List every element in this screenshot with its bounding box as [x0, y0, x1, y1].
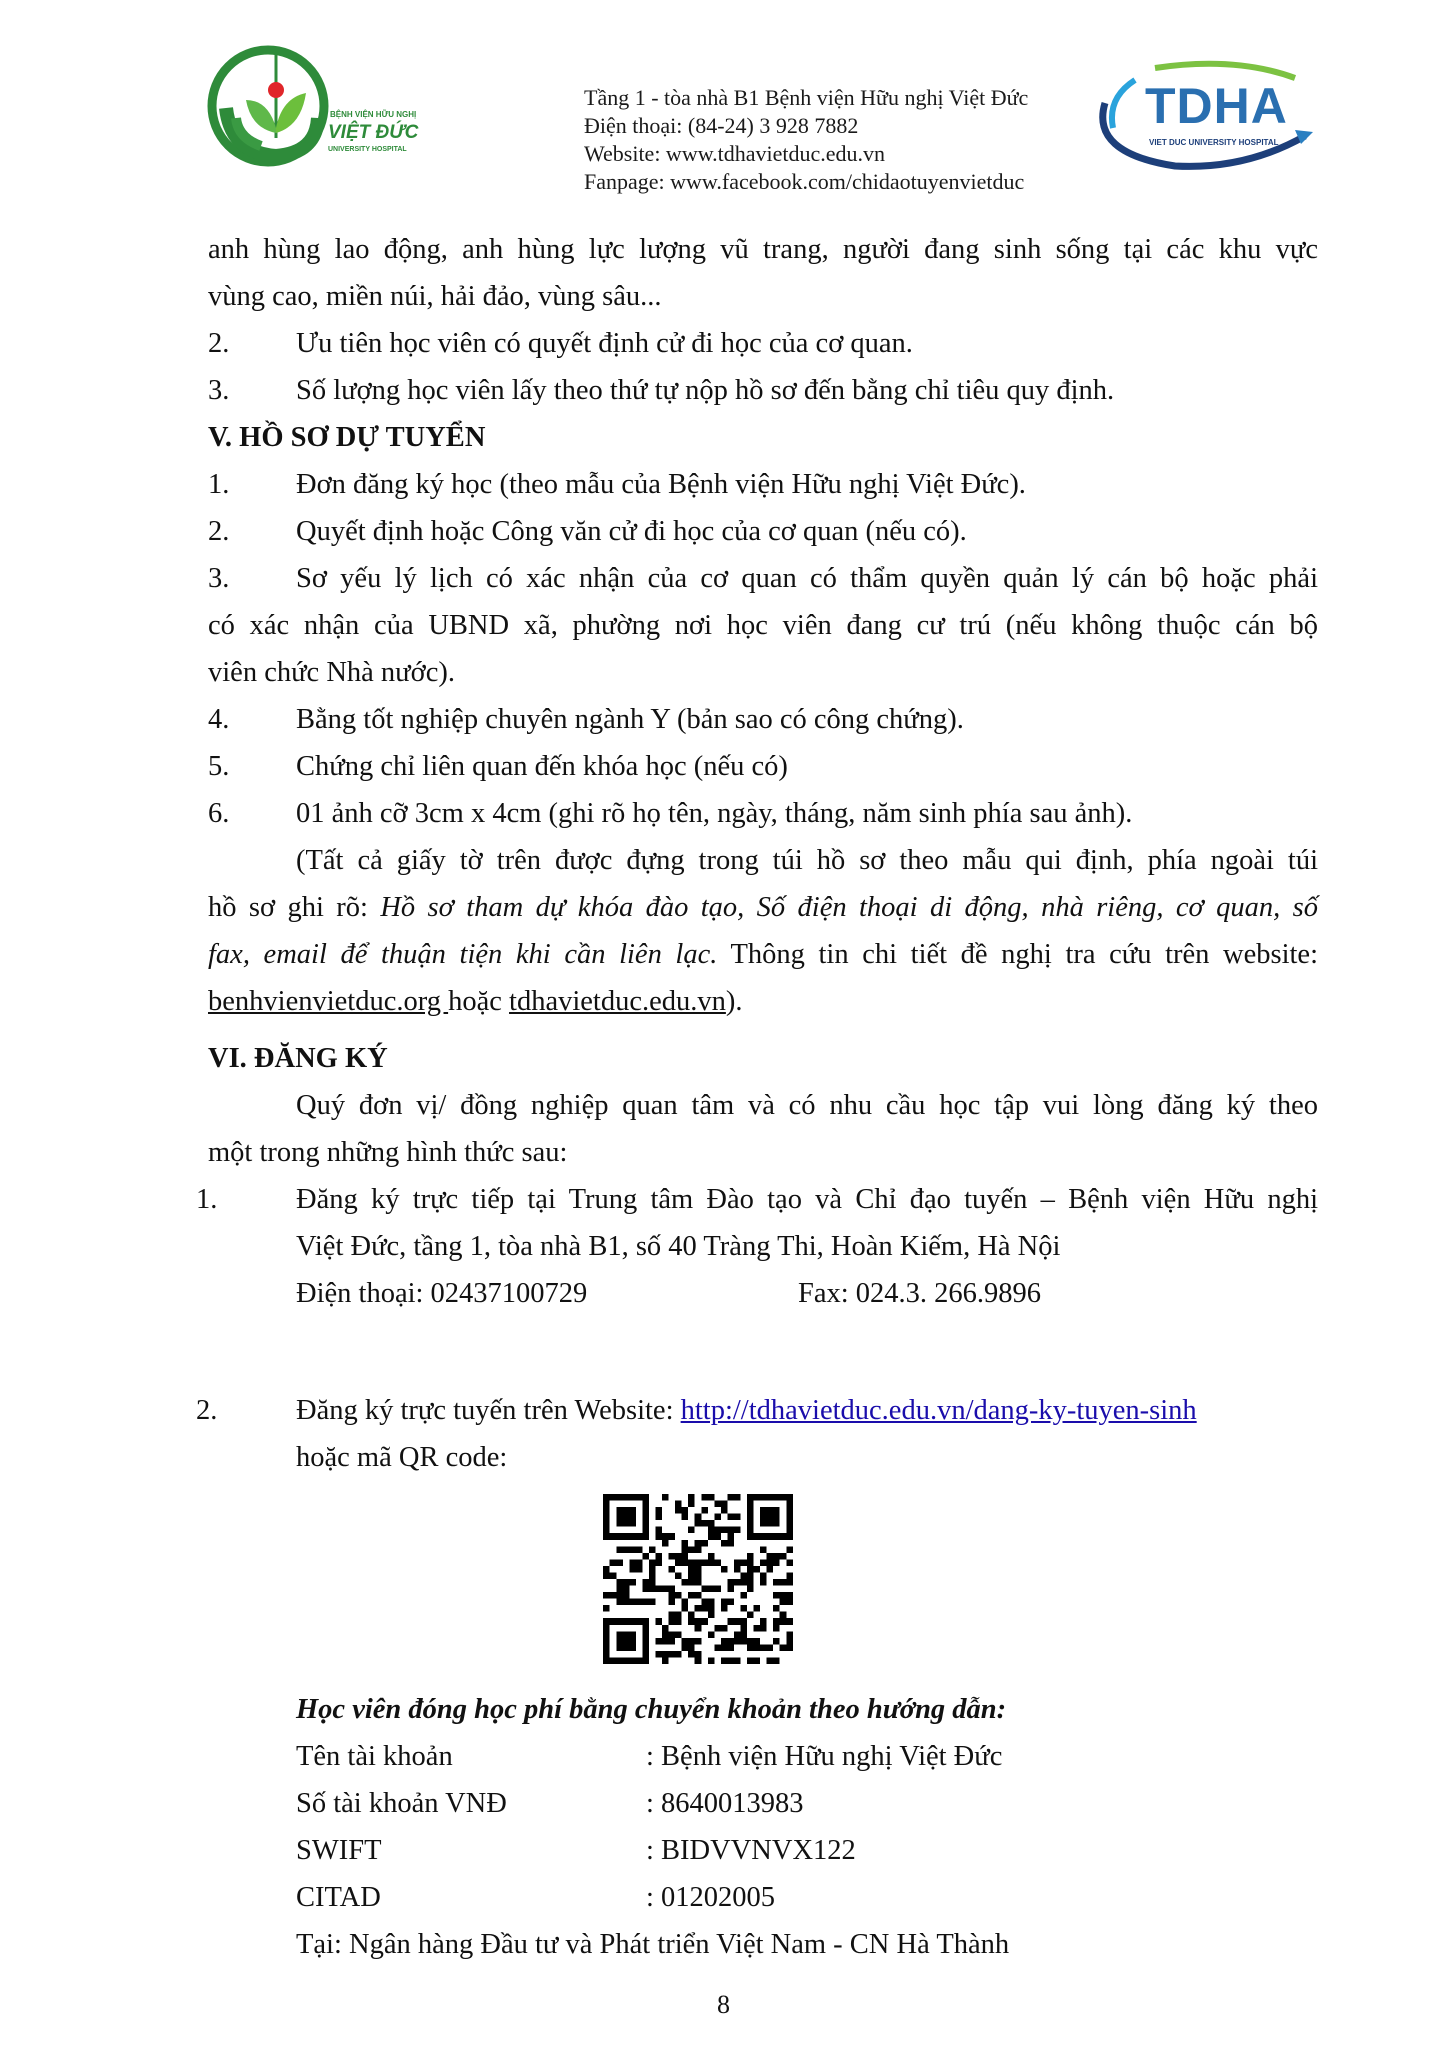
option-1-line-2: Việt Đức, tầng 1, tòa nhà B1, số 40 Tràng Thi, Hoàn Kiếm, Hà Nội	[296, 1231, 1061, 1262]
payment-label: Số tài khoản VNĐ	[296, 1788, 507, 1819]
register-url-link[interactable]: http://tdhavietduc.edu.vn/dang-ky-tuyen-sinh	[680, 1395, 1197, 1426]
doc-item-num: 5.	[208, 751, 230, 782]
payment-value: : Bệnh viện Hữu nghị Việt Đức	[646, 1741, 1003, 1772]
tdha-subtitle: VIET DUC UNIVERSITY HOSPITAL	[1149, 138, 1279, 147]
doc-item: Quyết định hoặc Công văn cử đi học của cơ quan (nếu có).	[296, 516, 967, 547]
logo-line1: BỆNH VIỆN HỮU NGHỊ	[330, 110, 417, 119]
header-phone: Điện thoại: (84-24) 3 928 7882	[584, 113, 859, 138]
option-2-num: 2.	[196, 1395, 218, 1426]
intro-line-2: vùng cao, miền núi, hải đảo, vùng sâu...	[208, 281, 662, 312]
payment-bank: Tại: Ngân hàng Đầu tư và Phát triển Việt Nam - CN Hà Thành	[296, 1929, 1010, 1960]
priority-num: 2.	[208, 328, 230, 359]
payment-value: : BIDVVNVX122	[646, 1835, 856, 1866]
option-1-fax: Fax: 024.3. 266.9896	[798, 1278, 1042, 1309]
register-intro-2: một trong những hình thức sau:	[208, 1137, 568, 1168]
doc-item: Sơ yếu lý lịch có xác nhận của cơ quan có thẩm quyền quản lý cán bộ hoặc phải	[296, 563, 1318, 594]
doc-item-num: 6.	[208, 798, 230, 829]
note-line-2	[208, 884, 1318, 931]
register-intro-1: Quý đơn vị/ đồng nghiệp quan tâm và có nhu cầu học tập vui lòng đăng ký theo	[296, 1090, 1318, 1121]
note-line-1: (Tất cả giấy tờ trên được đựng trong túi hồ sơ theo mẫu qui định, phía ngoài túi	[296, 845, 1318, 876]
payment-label: SWIFT	[296, 1835, 382, 1866]
doc-item: Chứng chỉ liên quan đến khóa học (nếu có)	[296, 751, 788, 782]
priority-item: Số lượng học viên lấy theo thứ tự nộp hồ sơ đến bằng chỉ tiêu quy định.	[296, 375, 1115, 406]
doc-item-num: 3.	[208, 563, 230, 594]
section-v-heading: V. HỒ SƠ DỰ TUYỂN	[208, 422, 486, 453]
payment-value: : 8640013983	[646, 1788, 804, 1819]
intro-line-1: anh hùng lao động, anh hùng lực lượng vũ trang, người đang sinh sống tại các khu vực	[208, 234, 1318, 265]
note-rest: Thông tin chi tiết đề nghị tra cứu trên website:	[717, 939, 1318, 970]
payment-label: Tên tài khoản	[296, 1741, 453, 1772]
option-1-line-1: Đăng ký trực tiếp tại Trung tâm Đào tạo và Chỉ đạo tuyến – Bệnh viện Hữu nghị	[296, 1184, 1318, 1215]
logo-line2: VIỆT ĐỨC	[328, 122, 419, 143]
option-1-phone: Điện thoại: 02437100729	[296, 1278, 588, 1309]
logo-line3: UNIVERSITY HOSPITAL	[328, 146, 407, 153]
doc-item-num: 4.	[208, 704, 230, 735]
doc-item-num: 2.	[208, 516, 230, 547]
doc-item-num: 1.	[208, 469, 230, 500]
qr-code[interactable]	[603, 1494, 793, 1664]
note-italic: Hồ sơ tham dự khóa đào tạo, Số điện thoại di động, nhà riêng, cơ quan, số	[380, 892, 1318, 923]
note-italic-2: fax, email để thuận tiện khi cần liên lạc.	[208, 939, 718, 970]
benhvien-link[interactable]: benhvienvietduc.org	[208, 986, 449, 1017]
option-2-line-1	[296, 1387, 1197, 1434]
header-website[interactable]: Website: www.tdhavietduc.edu.vn	[584, 141, 886, 166]
header-address: Tầng 1 - tòa nhà B1 Bệnh viện Hữu nghị Việt Đức	[584, 85, 1029, 110]
doc-item-cont: viên chức Nhà nước).	[208, 657, 455, 688]
tdha-logo	[1095, 58, 1320, 173]
note-line-4	[208, 978, 1318, 1025]
viet-duc-emblem-icon	[206, 38, 456, 178]
page-number: 8	[717, 1990, 730, 2019]
note-end: ).	[725, 986, 743, 1017]
qr-code-icon	[603, 1494, 793, 1664]
tdha-link[interactable]: tdhavietduc.edu.vn	[509, 986, 726, 1017]
payment-heading: Học viên đóng học phí bằng chuyển khoản theo hướng dẫn:	[296, 1694, 1007, 1725]
tdha-acronym: TDHA	[1145, 78, 1288, 134]
header-contact	[584, 84, 1028, 196]
section-vi-heading: VI. ĐĂNG KÝ	[208, 1043, 388, 1074]
doc-item: 01 ảnh cỡ 3cm x 4cm (ghi rõ họ tên, ngày, tháng, năm sinh phía sau ảnh).	[296, 798, 1133, 829]
priority-item: Ưu tiên học viên có quyết định cử đi học của cơ quan.	[296, 328, 913, 359]
option-2-prefix: Đăng ký trực tuyến trên Website:	[296, 1395, 681, 1426]
payment-value: : 01202005	[646, 1882, 776, 1913]
doc-item-cont: có xác nhận của UBND xã, phường nơi học viên đang cư trú (nếu không thuộc cán bộ	[208, 610, 1318, 641]
option-2-line-2: hoặc mã QR code:	[296, 1442, 508, 1473]
option-1-num: 1.	[196, 1184, 218, 1215]
note-line-3	[208, 931, 1318, 978]
priority-num: 3.	[208, 375, 230, 406]
doc-item: Bằng tốt nghiệp chuyên ngành Y (bản sao có công chứng).	[296, 704, 964, 735]
viet-duc-logo	[206, 38, 456, 178]
note-prefix: hồ sơ ghi rõ:	[208, 892, 381, 923]
doc-item: Đơn đăng ký học (theo mẫu của Bệnh viện Hữu nghị Việt Đức).	[296, 469, 1026, 500]
note-middle: hoặc	[448, 986, 510, 1017]
header-fanpage[interactable]: Fanpage: www.facebook.com/chidaotuyenvietduc	[584, 169, 1025, 194]
payment-label: CITAD	[296, 1882, 381, 1913]
